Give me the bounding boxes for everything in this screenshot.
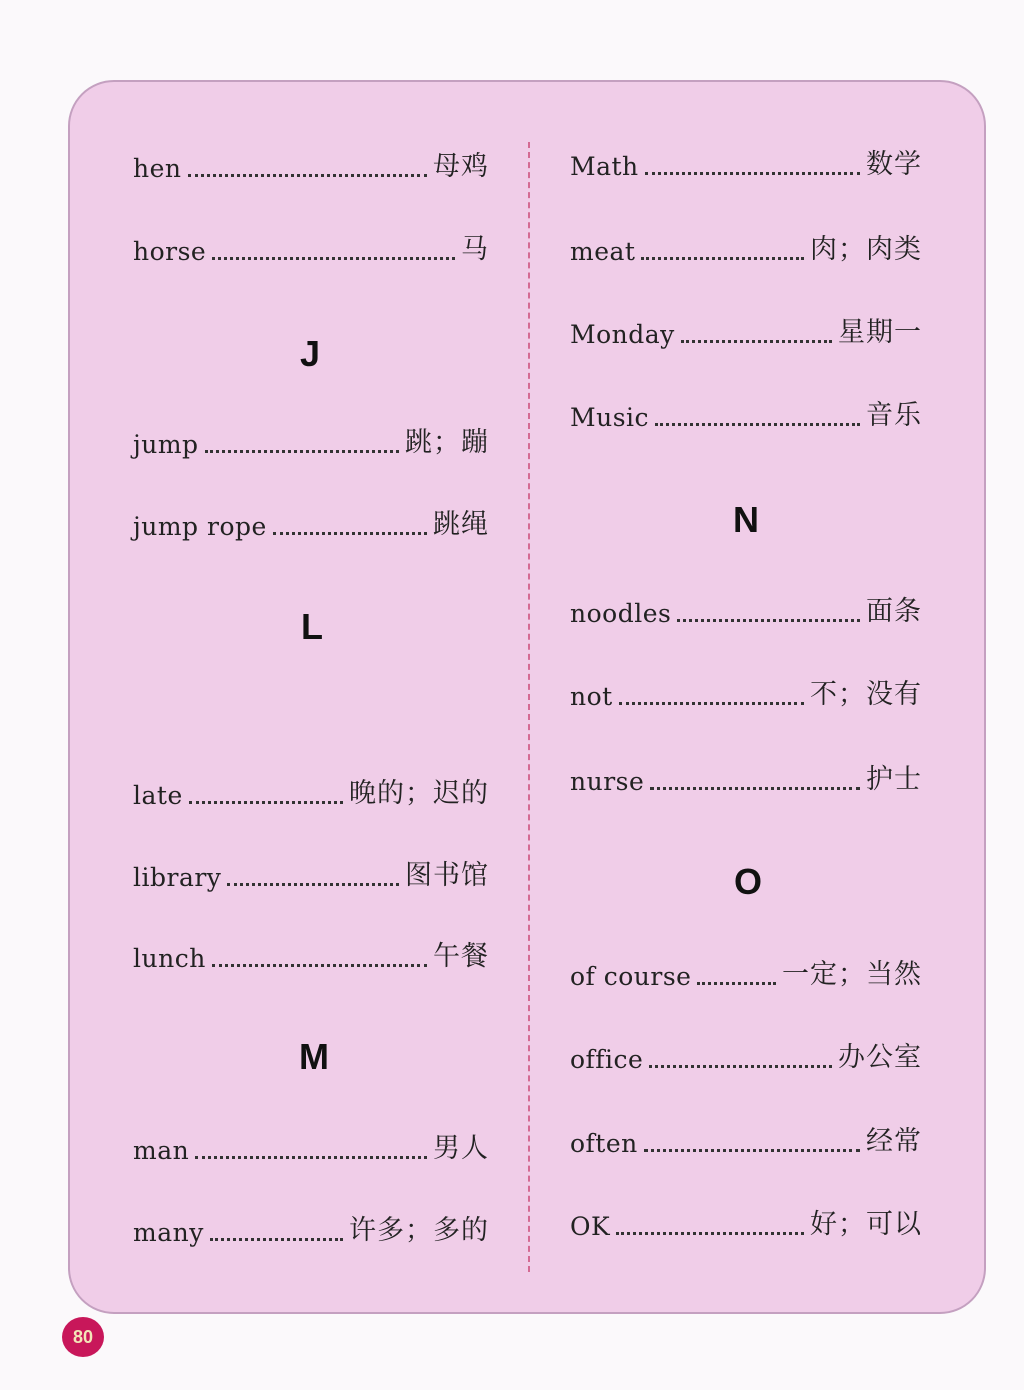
section-letter-o: O [733, 861, 762, 902]
vocab-meaning: 母鸡 [433, 151, 489, 182]
vocab-entry-jump-rope [133, 501, 489, 541]
vocab-meaning: 跳；蹦 [405, 427, 489, 458]
vocab-entry-of-course [570, 951, 922, 991]
vocab-entry-horse [133, 226, 489, 266]
vocab-meaning: 办公室 [838, 1042, 922, 1073]
vocab-word: lunch [133, 944, 206, 973]
vocab-meaning: 护士 [866, 764, 922, 795]
vocab-word: many [133, 1218, 204, 1247]
vocab-entry-meat [570, 226, 922, 266]
vocab-word: man [133, 1136, 190, 1165]
dot-leader [649, 1065, 832, 1068]
vocab-entry-library [133, 852, 489, 892]
vocab-meaning: 一定；当然 [782, 959, 922, 990]
dot-leader [212, 257, 455, 260]
vocab-word: late [133, 781, 183, 810]
vocab-entry-lunch [133, 933, 489, 973]
dot-leader [697, 982, 776, 985]
vocab-meaning: 音乐 [866, 400, 922, 431]
vocab-entry-ok [570, 1201, 922, 1241]
dot-leader [650, 787, 860, 790]
dot-leader [195, 1156, 427, 1159]
section-letter-j: J [299, 333, 321, 374]
vocab-entry-music [570, 392, 922, 432]
section-letter-n: N [733, 499, 759, 540]
vocab-meaning: 星期一 [838, 317, 922, 348]
vocab-entry-man [133, 1125, 489, 1165]
vocab-word: of course [570, 962, 692, 991]
vocab-meaning: 不；没有 [810, 679, 922, 710]
vocab-entry-noodles [570, 588, 922, 628]
dot-leader [205, 450, 399, 453]
vocab-entry-jump [133, 419, 489, 459]
dot-leader [188, 174, 428, 177]
vocab-word: often [570, 1129, 638, 1158]
vocab-word: hen [133, 154, 182, 183]
dot-leader [644, 1149, 860, 1152]
vocab-word: noodles [570, 599, 672, 628]
vocab-meaning: 跳绳 [433, 509, 489, 540]
vocab-meaning: 许多；多的 [349, 1215, 489, 1246]
page-number-badge: 80 [62, 1317, 104, 1357]
vocab-meaning: 好；可以 [810, 1209, 922, 1240]
section-letter-l: L [301, 606, 323, 647]
vocab-entry-often [570, 1118, 922, 1158]
vocab-entry-office [570, 1034, 922, 1074]
vocab-word: library [133, 863, 222, 892]
vocab-meaning: 数学 [866, 149, 922, 180]
dot-leader [227, 883, 399, 886]
dot-leader [641, 257, 804, 260]
vocab-word: jump [133, 430, 199, 459]
dot-leader [681, 340, 832, 343]
dot-leader [273, 532, 427, 535]
vocab-meaning: 马 [461, 234, 489, 265]
vocab-entry-not [570, 671, 922, 711]
vocab-meaning: 面条 [866, 596, 922, 627]
vocab-word: not [570, 682, 613, 711]
vocab-entry-many [133, 1207, 489, 1247]
vocab-word: Math [570, 152, 639, 181]
dot-leader [619, 702, 804, 705]
vocab-meaning: 经常 [866, 1126, 922, 1157]
dot-leader [210, 1238, 343, 1241]
vocab-meaning: 肉；肉类 [810, 234, 922, 265]
vocab-meaning: 午餐 [433, 941, 489, 972]
vocab-entry-monday [570, 309, 922, 349]
vocab-meaning: 男人 [433, 1133, 489, 1164]
vocab-meaning: 晚的；迟的 [349, 778, 489, 809]
dot-leader [189, 801, 343, 804]
dot-leader [645, 172, 860, 175]
vocab-word: OK [570, 1212, 611, 1241]
vocab-word: jump rope [133, 512, 267, 541]
dot-leader [677, 619, 860, 622]
vocab-word: meat [570, 237, 636, 266]
vocab-entry-late [133, 770, 489, 810]
column-divider [528, 142, 530, 1272]
vocab-entry-hen [133, 143, 489, 183]
vocab-word: office [570, 1045, 644, 1074]
vocab-word: horse [133, 237, 207, 266]
vocab-meaning: 图书馆 [405, 860, 489, 891]
section-letter-m: M [299, 1036, 329, 1077]
vocab-entry-math [570, 141, 922, 181]
dot-leader [616, 1232, 804, 1235]
vocab-word: nurse [570, 767, 645, 796]
dot-leader [655, 423, 860, 426]
vocab-entry-nurse [570, 756, 922, 796]
vocab-word: Music [570, 403, 650, 432]
vocab-word: Monday [570, 320, 675, 349]
dot-leader [212, 964, 427, 967]
